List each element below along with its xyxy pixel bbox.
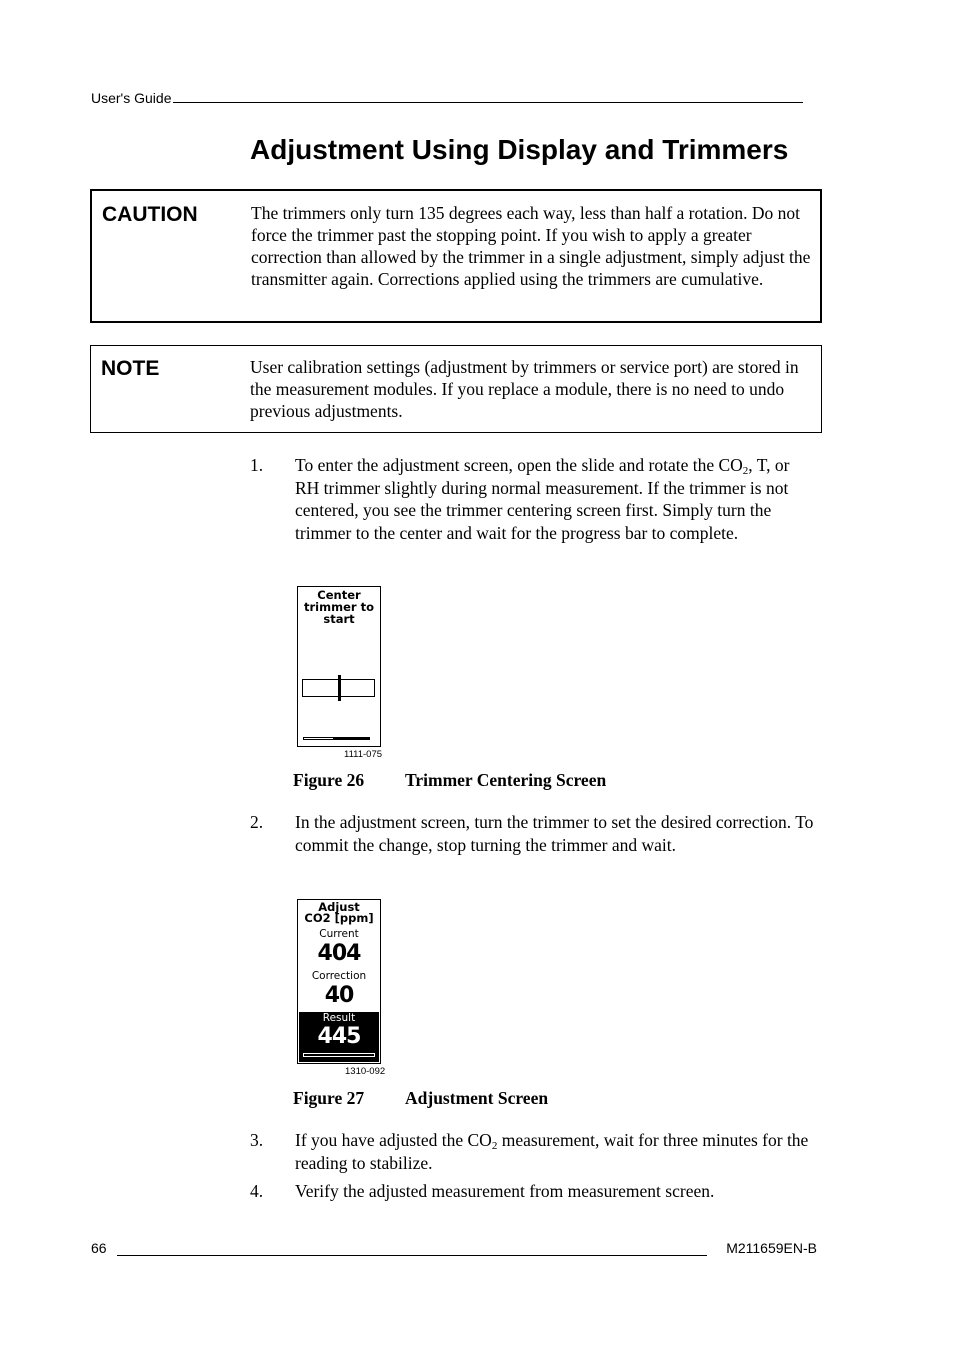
step-number: 3.	[250, 1130, 264, 1150]
step-number: 4.	[250, 1181, 264, 1201]
running-footer	[91, 1240, 817, 1260]
screen-title-line: Adjust	[318, 900, 360, 914]
step-text	[295, 1129, 815, 1174]
figure-27-caption	[293, 1088, 713, 1112]
progress-bar-fill	[333, 738, 369, 739]
step-number: 1.	[250, 455, 264, 475]
caution-text: The trimmers only turn 135 degrees each way, less than half a rotation. Do not force the trimmer past the stopping point. If you wish to apply a greater correction than allowed by the trimmer in a single adjustment, simply adjust the transmitter again. Corrections applied using the trimmers are cumulative.	[251, 203, 811, 289]
figure-caption-text: Adjustment Screen	[405, 1088, 549, 1108]
step-1	[250, 454, 820, 566]
step-4	[250, 1180, 820, 1204]
step-3	[250, 1129, 820, 1175]
note-box	[90, 345, 822, 433]
figure-number: Figure 26	[293, 770, 365, 790]
step-text-part: measurement, wait for three minutes for the reading to stabilize.	[295, 1130, 809, 1173]
header-rule	[173, 102, 803, 103]
screen-title-line: start	[323, 612, 355, 626]
step-2	[250, 811, 820, 881]
current-label: Current	[319, 928, 359, 940]
progress-bar	[303, 737, 370, 740]
commit-progress-bar	[303, 1053, 375, 1057]
caution-label: CAUTION	[102, 203, 198, 226]
note-text: User calibration settings (adjustment by trimmers or service port) are stored in the measurement modules. If you replace a module, there is no need to undo previous adjustments.	[250, 357, 799, 421]
trimmer-centering-screen	[297, 586, 381, 747]
step-text: Verify the adjusted measurement from measurement screen.	[295, 1181, 715, 1201]
result-value: 445	[317, 1024, 361, 1049]
figure-caption-text: Trimmer Centering Screen	[405, 770, 607, 790]
correction-label: Correction	[311, 970, 367, 982]
result-label: Result	[322, 1012, 356, 1024]
step-text-part: If you have adjusted the CO	[295, 1130, 492, 1150]
adjustment-screen	[297, 899, 381, 1064]
screen-title-line: trimmer to	[304, 600, 374, 614]
section-title: Adjustment Using Display and Trimmers	[250, 134, 789, 165]
figure-26-caption	[293, 770, 713, 794]
step-text-part: To enter the adjustment screen, open the slide and rotate the CO	[295, 455, 743, 475]
result-panel	[299, 1012, 379, 1062]
step-text	[295, 454, 815, 544]
screen-title-line: Center	[317, 588, 361, 602]
step-number: 2.	[250, 812, 264, 832]
screen-title-line: CO2 [ppm]	[304, 911, 374, 925]
footer-rule	[117, 1240, 707, 1256]
subscript: 2	[742, 465, 749, 477]
step-text-part: , T, or RH trimmer slightly during normal measurement. If the trimmer is not centered, you see the trimmer centering screen first. Simply turn the trimmer to the center and wait for the progress bar to complete.	[295, 455, 790, 543]
document-id: M211659EN-B	[726, 1240, 817, 1256]
current-value: 404	[317, 941, 361, 966]
subscript: 2	[491, 1140, 498, 1152]
header-label: User's Guide	[91, 90, 172, 106]
step-text: In the adjustment screen, turn the trimmer to set the desired correction. To commit the change, stop turning the trimmer and wait.	[295, 812, 814, 855]
running-header	[91, 90, 814, 110]
page-number: 66	[91, 1240, 107, 1256]
correction-value: 40	[324, 983, 354, 1008]
note-label: NOTE	[101, 357, 160, 380]
figure-number: Figure 27	[293, 1088, 365, 1108]
trimmer-position-marker	[338, 675, 341, 701]
figure-id: 1310-092	[345, 1066, 386, 1077]
figure-id: 1111-075	[344, 749, 383, 760]
caution-box	[90, 189, 822, 323]
